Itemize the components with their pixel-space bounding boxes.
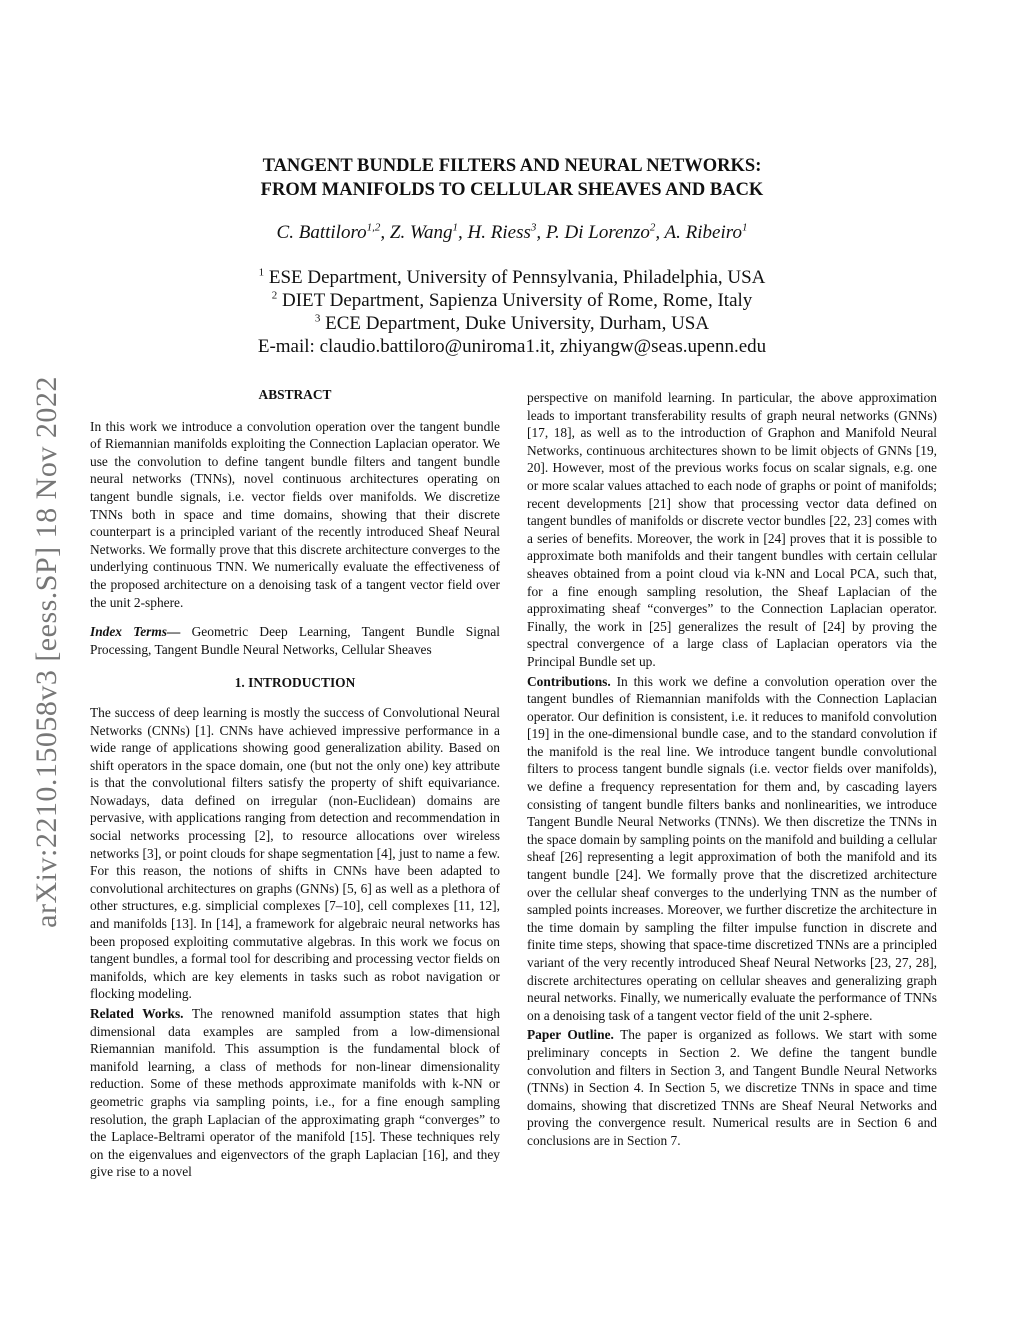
contributions-text: In this work we define a convolution operation over the tangent bundles of Riemannian manifolds with the Connection Laplacian operator. Our definition is consistent, i.e. it reduces to manifold convolution [19] in the one-dimensional bundle case, and to the standard convolution if the manifold is the real line. We introduce tangent bundle convolutional filters to process tangent bundle signals (i.e. vector fields over manifolds), we define a frequency representation for them and, by cascading layers consisting of tangent bundle filters banks and nonlinearities, we introduce Tangent Bundle Neural Networks (TNNs). We then discretize the TNNs in the space domain by sampling points on the manifold and building a cellular sheaf [26] representing a legit approximation of both the manifold and its tangent bundle [24]. We formally prove that the discretized architecture over the cellular sheaf converges to the underlying TNN as the number of sampled points increases. Moreover, we further discretize the architecture in the time domain by sampling the filter impulse function in discrete and finite time steps, showing that space-time discretized TNNs are a principled variant of the very recently introduced Sheaf Neural Networks [23, 27, 28], discrete architectures operating on cellular sheaves and generalizing graph neural networks. Finally, we numerically evaluate the performance of TNNs on a denoising task of a tangent vector field of the unit 2-sphere. <box>527 673 937 1023</box>
author-name: C. Battiloro <box>276 222 367 243</box>
outline-text: The paper is organized as follows. We start with some preliminary concepts in Section 2. We define the tangent bundle convolution and filters in Section 3, and Tangent Bundle Neural Networks (TNNs) in Section 4. In Section 5, we discretize TNNs in space and time domains, showing that discretized TNNs are Sheaf Neural Networks and proving the convergence result. Numerical results are in Section 6 and conclusions are in Section 7. <box>527 1027 938 1148</box>
title-line-2: FROM MANIFOLDS TO CELLULAR SHEAVES AND BACK <box>260 180 764 200</box>
index-terms <box>90 623 500 658</box>
author-affil-sup: 1 <box>452 221 459 234</box>
affil-num: 2 <box>271 289 278 302</box>
author-affil-sup: 3 <box>530 221 537 234</box>
affiliation-line <box>150 289 874 312</box>
paper-title <box>150 154 874 202</box>
right-paragraph: perspective on manifold learning. In particular, the above approximation leads to important transferability results of graph neural networks (GNNs) [17, 18], as well as to the introduction of Graphon and Manifold Neural Networks, continuous architectures shown to be limit objects of GNNs [19, 20]. However, most of the previous works focus on scalar signals, e.g. one or more scalar values attached to each node of graphs or point of manifolds; recent developments [21] show that processing vector data defined on tangent bundles of manifolds or discrete vector bundles [22, 23] comes with a series of benefits. Moreover, the work in [24] proves that it is possible to approximate both manifolds and their tangent bundles with certain cellular sheaves obtained from a point cloud via k-NN and Local PCA, such that, for a fine enough sampling resolution, the Sheaf Laplacian of the approximating sheaf “converges” to the Connection Laplacian operator. Finally, the work in [25] generalizes the result of [24] by proving the spectral convergence of a large class of Laplacian operators via the Principal Bundle set up. <box>527 390 937 669</box>
right-column <box>527 389 937 1150</box>
author-list: C. Battiloro$^{1,2}$, Z. Wang$^1$, H. Riess$^3$, P. Di Lorenzo$^2$, A. Ribeiro$^1$ <box>276 221 748 243</box>
outline-label: Paper Outline. <box>527 1027 614 1043</box>
author-affil-sup: 2 <box>649 221 656 234</box>
affil-text: DIET Department, Sapienza University of Rome, Rome, Italy <box>281 290 753 311</box>
abstract-heading: ABSTRACT <box>258 387 332 402</box>
affiliation-line <box>150 266 874 289</box>
left-column <box>90 386 500 1181</box>
affiliations <box>150 266 874 358</box>
index-terms-label: Index Terms— <box>90 624 181 640</box>
related-works-text: The renowned manifold assumption states that high dimensional data examples are sampled from a low-dimensional Riemannian manifold. This assumption is the fundamental block of manifold learning, a class of methods for non-linear dimensionality reduction. Some of these methods approximate manifolds with k-NN or geometric graphs via sampling points, i.e., for a fine enough sampling resolution, the graph Laplacian of the approximating graph “converges” to the Laplace-Beltrami operator of the manifold [15]. These techniques rely on the eigenvalues and eigenvectors of the graph Laplacian [16], and they give rise to a novel <box>90 1006 501 1180</box>
affil-num: 1 <box>258 266 265 279</box>
arxiv-sidebar-stamp <box>30 342 64 962</box>
contributions-label: Contributions. <box>527 673 611 689</box>
arxiv-id: arXiv:2210.15058v3 [eess.SP] 18 Nov 2022 <box>30 376 63 928</box>
author-name: Z. Wang <box>389 222 453 243</box>
index-terms-text: Geometric Deep Learning, Tangent Bundle Signal Processing, Tangent Bundle Neural Networks, Cellular Sheaves <box>90 624 500 657</box>
email-line: E-mail: claudio.battiloro@uniroma1.it, zhiyangw@seas.upenn.edu <box>257 336 767 357</box>
intro-paragraph: The success of deep learning is mostly the success of Convolutional Neural Networks (CNNs) [1]. CNNs have achieved impressive performance in a wide range of applications showing good generalization ability. Based on shift operators in the space domain, one (but not the only one) key attribute is that the convolutional filters satisfy the property of shift equivariance. Nowadays, data defined on irregular (non-Euclidean) domains are pervasive, with applications ranging from detection and recommendation in social networks processing [2], to resource allocations over wireless networks [3], or point clouds for shape segmentation [4], just to name a few. For this reason, the notions of shifts in CNNs have been adapted to convolutional architectures on graphs (GNNs) [5, 6] as well as a plethora of other structures, e.g. simplicial complexes [7–10], cell complexes [11, 12], and manifolds [13]. In [14], a framework for algebraic neural networks has been proposed exploiting commutative algebras. In this work we focus on tangent bundles, a formal tool for describing and processing vector fields on manifolds, which are key elements in tasks such as robot navigation or flocking modeling. <box>90 704 500 1002</box>
author-name: H. Riess <box>467 222 531 243</box>
title-line-1: TANGENT BUNDLE FILTERS AND NEURAL NETWORKS: <box>262 156 762 176</box>
affil-text: ESE Department, University of Pennsylvania, Philadelphia, USA <box>268 267 766 288</box>
author-affil-sup: 1 <box>741 221 748 234</box>
affil-text: ECE Department, Duke University, Durham, USA <box>325 313 710 334</box>
contributions-paragraph <box>527 673 937 1025</box>
outline-paragraph <box>527 1026 937 1149</box>
intro-heading: 1. INTRODUCTION <box>234 675 356 691</box>
author-name: P. Di Lorenzo <box>545 222 650 243</box>
author-affil-sup: 1,2 <box>366 221 381 234</box>
related-works-label: Related Works. <box>90 1006 184 1021</box>
affil-num: 3 <box>314 312 321 325</box>
affiliation-line <box>150 312 874 335</box>
author-name: A. Ribeiro <box>664 222 742 243</box>
related-works-paragraph <box>90 1005 500 1181</box>
abstract-text: In this work we introduce a convolution operation over the tangent bundle of Riemannian manifolds exploiting the Connection Laplacian operator. We use the convolution to define tangent bundle filters and tangent bundle neural networks (TNNs), novel continuous architectures operating on tangent bundle signals, i.e. vector fields over manifolds. We discretize TNNs both in space and time domains, showing that their discrete counterpart is a principled variant of the recently introduced Sheaf Neural Networks. We formally prove that this discrete architecture converges to the underlying continuous TNN. We numerically evaluate the effectiveness of the proposed architecture on a denoising task of a tangent vector field over the unit 2-sphere. <box>90 418 500 610</box>
